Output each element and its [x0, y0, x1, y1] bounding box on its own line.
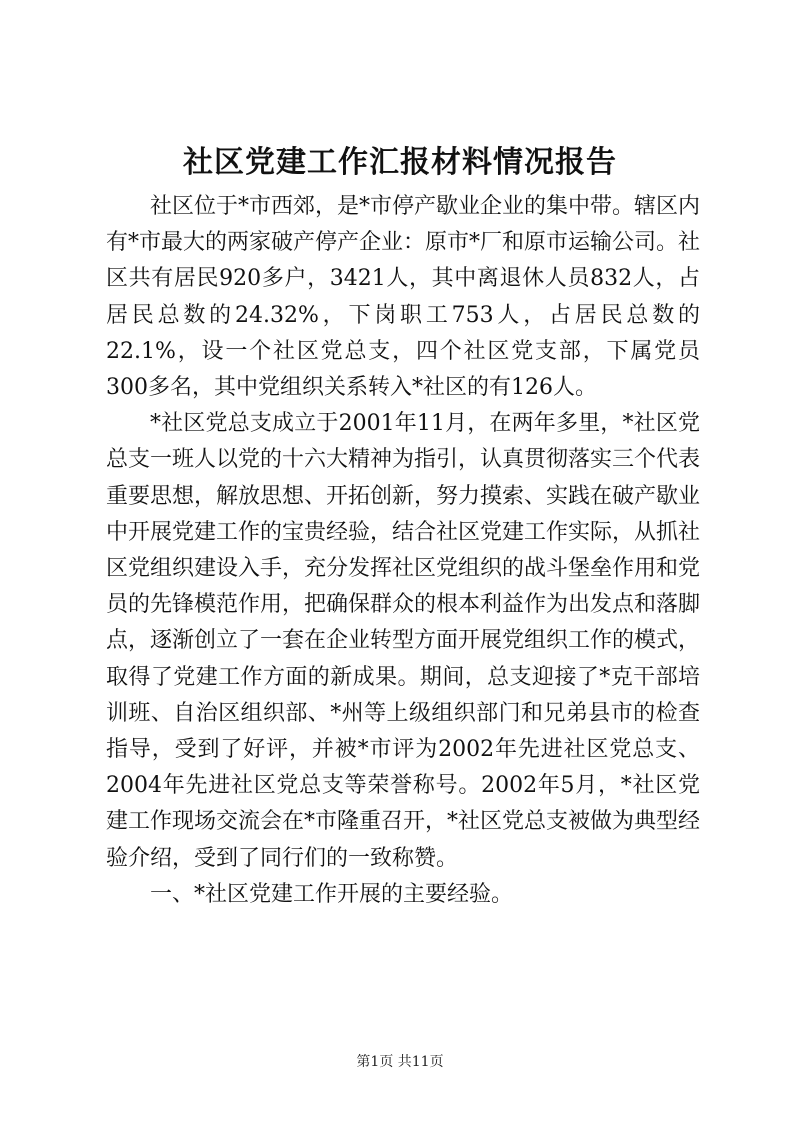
paragraph-1: 社区位于*市西郊，是*市停产歇业企业的集中带。辖区内有*市最大的两家破产停产企业：原市*厂和原市运输公司。社区共有居民920多户，3421人，其中离退休人员832人，占居民总数的24.32%，下岗职工753人，占居民总数的22.1%，设一个社区党总支，四个社区党支部，下属党员300多名，其中党组织关系转入*社区的有126人。: [106, 194, 701, 401]
section-heading-1: 一、*社区党建工作开展的主要经验。: [150, 881, 514, 907]
page-number-footer: 第1页 共11页: [356, 1054, 444, 1070]
document-body: [106, 189, 700, 913]
paragraph-2: *社区党总支成立于2001年11月，在两年多里，*社区党总支一班人以党的十六大精神为指引，认真贯彻落实三个代表重要思想，解放思想、开拓创新，努力摸索、实践在破产歇业中开展党建工作的宝贵经验，结合社区党建工作实际，从抓社区党组织建设入手，充分发挥社区党组织的战斗堡垒作用和党员的先锋模范作用，把确保群众的根本利益作为出发点和落脚点，逐渐创立了一套在企业转型方面开展党组织工作的模式，取得了党建工作方面的新成果。期间，总支迎接了*克干部培训班、自治区组织部、*州等上级组织部门和兄弟县市的检查指导，受到了好评，并被*市评为2002年先进社区党总支、2004年先进社区党总支等荣誉称号。2002年5月，*社区党建工作现场交流会在*市隆重召开，*社区党总支被做为典型经验介绍，受到了同行们的一致称赞。: [106, 411, 701, 871]
document-title: 社区党建工作汇报材料情况报告: [183, 145, 617, 180]
